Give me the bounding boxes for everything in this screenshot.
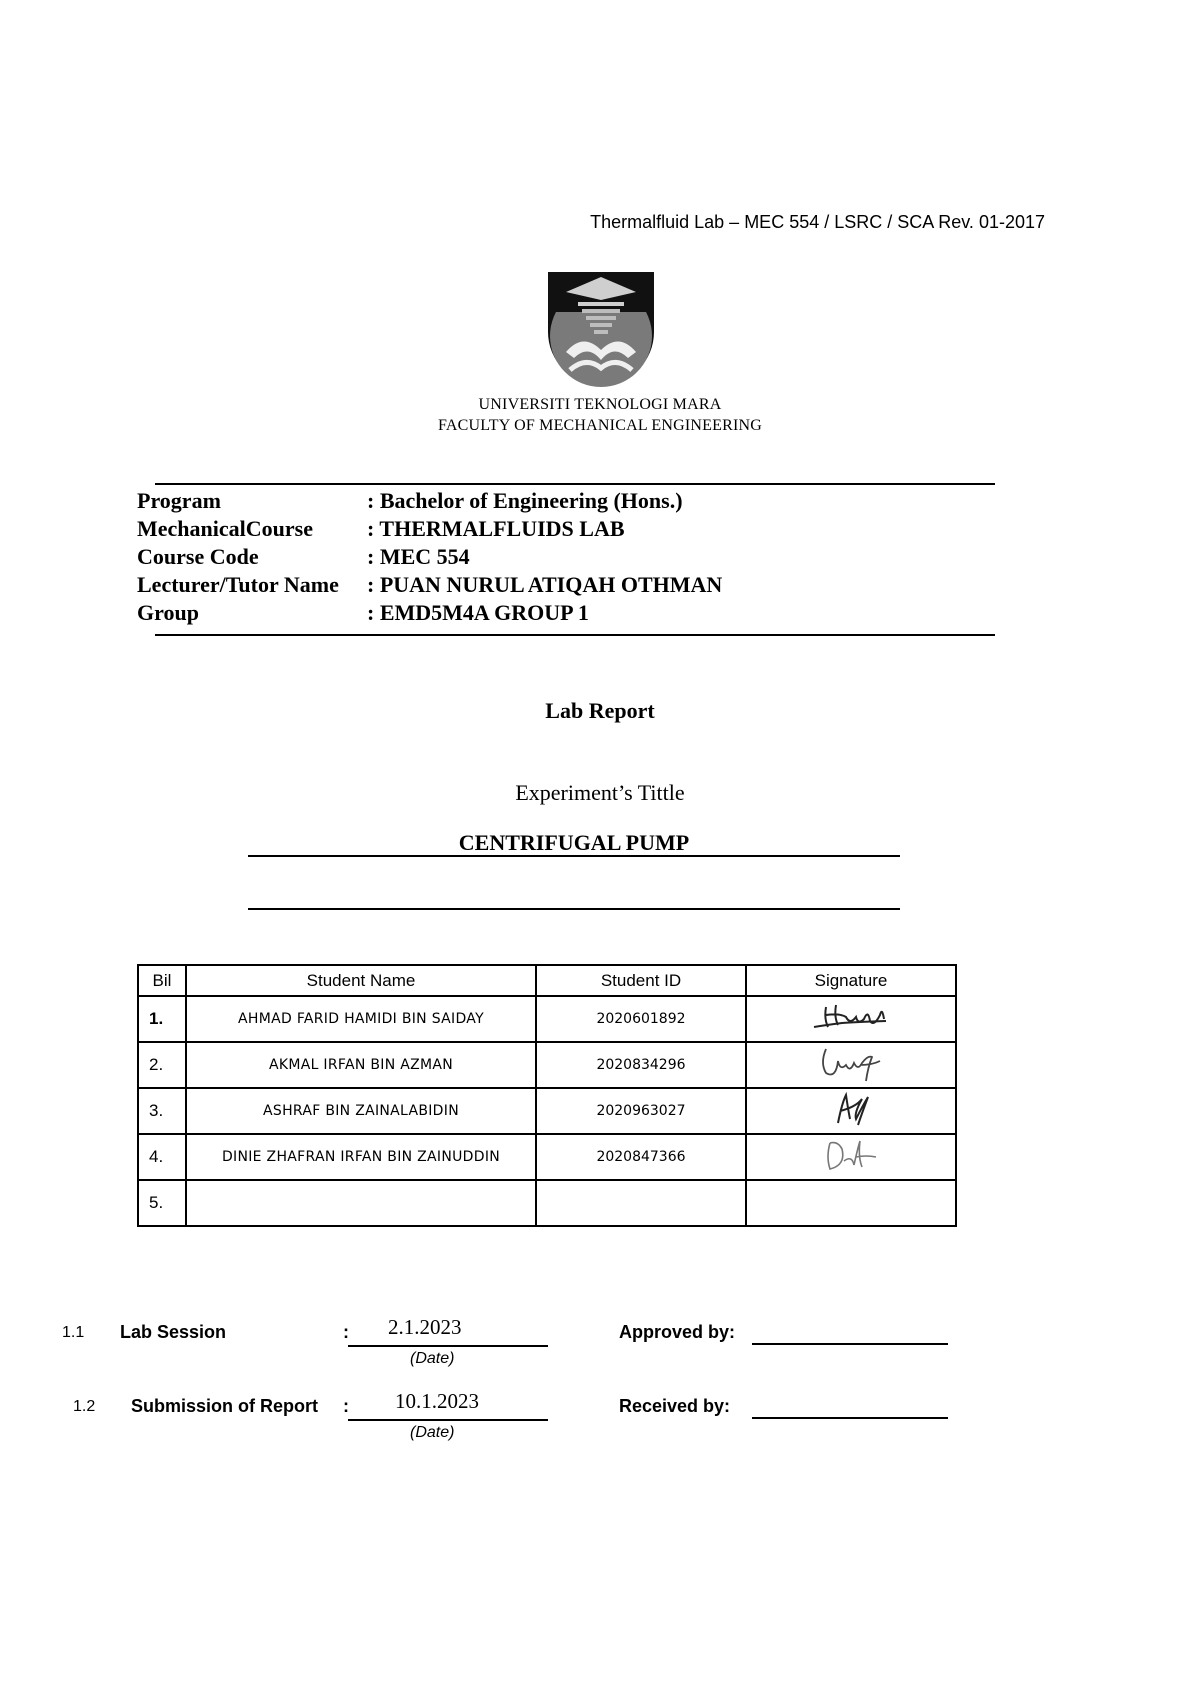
received-by-line — [752, 1417, 948, 1419]
table-header-row — [138, 965, 956, 996]
info-bottom-rule — [155, 634, 995, 636]
lab-session-line — [348, 1345, 548, 1347]
submission-colon: : — [343, 1396, 349, 1416]
row-number: 2. — [138, 1042, 186, 1088]
student-name: AKMAL IRFAN BIN AZMAN — [186, 1042, 536, 1088]
experiment-title-label: Experiment’s Tittle — [515, 780, 685, 805]
student-id: 2020834296 — [536, 1042, 746, 1088]
document-reference: Thermalfluid Lab – MEC 554 / LSRC / SCA Rev. 01-2017 — [590, 212, 1045, 232]
submission-line — [348, 1419, 548, 1421]
student-name: AHMAD FARID HAMIDI BIN SAIDAY — [186, 996, 536, 1042]
report-heading: Lab Report — [545, 698, 655, 723]
student-name: DINIE ZHAFRAN IRFAN BIN ZAINUDDIN — [186, 1134, 536, 1180]
signature-2-icon — [796, 1043, 906, 1083]
info-label: MechanicalCourse — [137, 516, 313, 541]
student-id — [536, 1180, 746, 1226]
row-number: 3. — [138, 1088, 186, 1134]
signature-3-icon — [796, 1089, 906, 1129]
info-row-lecturer — [137, 571, 997, 599]
table-row — [138, 1088, 956, 1134]
lab-session-date-note: (Date) — [410, 1350, 455, 1367]
university-name: UNIVERSITI TEKNOLOGI MARA — [478, 396, 722, 413]
student-name: ASHRAF BIN ZAINALABIDIN — [186, 1088, 536, 1134]
uitm-crest-icon — [548, 272, 654, 392]
signature-1-icon — [796, 997, 906, 1037]
student-id: 2020847366 — [536, 1134, 746, 1180]
student-name — [186, 1180, 536, 1226]
submission-number: 1.2 — [73, 1398, 96, 1415]
info-value: : MEC 554 — [367, 544, 470, 569]
row-number: 4. — [138, 1134, 186, 1180]
lab-session-label: Lab Session — [120, 1322, 227, 1342]
approved-by-label: Approved by: — [619, 1322, 736, 1342]
title-second-line — [248, 908, 900, 910]
table-row — [138, 1134, 956, 1180]
column-header: Bil — [138, 965, 186, 996]
row-number: 1. — [138, 996, 186, 1042]
info-row-program — [137, 487, 997, 515]
course-info — [137, 487, 997, 627]
signature-cell — [746, 996, 956, 1042]
info-row-course — [137, 515, 997, 543]
student-table — [137, 964, 957, 1227]
lab-session-colon: : — [343, 1322, 349, 1342]
experiment-title: CENTRIFUGAL PUMP — [458, 830, 690, 855]
info-label: Course Code — [137, 544, 259, 569]
signature-cell — [746, 1042, 956, 1088]
signature-cell — [746, 1088, 956, 1134]
signature-4-icon — [796, 1135, 906, 1175]
approved-by-line — [752, 1343, 948, 1345]
student-id: 2020601892 — [536, 996, 746, 1042]
lab-session-date: 2.1.2023 — [388, 1315, 462, 1339]
info-label: Group — [137, 600, 199, 625]
submission-date: 10.1.2023 — [395, 1389, 479, 1413]
student-id: 2020963027 — [536, 1088, 746, 1134]
info-value: : Bachelor of Engineering (Hons.) — [367, 488, 683, 513]
info-row-group — [137, 599, 997, 627]
info-label: Program — [137, 488, 221, 513]
column-header: Student Name — [186, 965, 536, 996]
title-underline — [248, 855, 900, 857]
info-value: : THERMALFLUIDS LAB — [367, 516, 625, 541]
lab-session-number: 1.1 — [62, 1324, 85, 1341]
table-row — [138, 1180, 956, 1226]
submission-label: Submission of Report — [131, 1396, 319, 1416]
info-top-rule — [155, 483, 995, 485]
faculty-name: FACULTY OF MECHANICAL ENGINEERING — [437, 417, 763, 434]
submission-date-note: (Date) — [410, 1424, 455, 1441]
row-number: 5. — [138, 1180, 186, 1226]
info-value: : PUAN NURUL ATIQAH OTHMAN — [367, 572, 723, 597]
table-row — [138, 1042, 956, 1088]
info-label: Lecturer/Tutor Name — [137, 572, 339, 597]
institution-name — [300, 394, 900, 436]
table-row — [138, 996, 956, 1042]
signature-cell — [746, 1180, 956, 1226]
column-header: Signature — [746, 965, 956, 996]
signature-cell — [746, 1134, 956, 1180]
column-header: Student ID — [536, 965, 746, 996]
received-by-label: Received by: — [619, 1396, 731, 1416]
info-value: : EMD5M4A GROUP 1 — [367, 600, 589, 625]
info-row-course-code — [137, 543, 997, 571]
